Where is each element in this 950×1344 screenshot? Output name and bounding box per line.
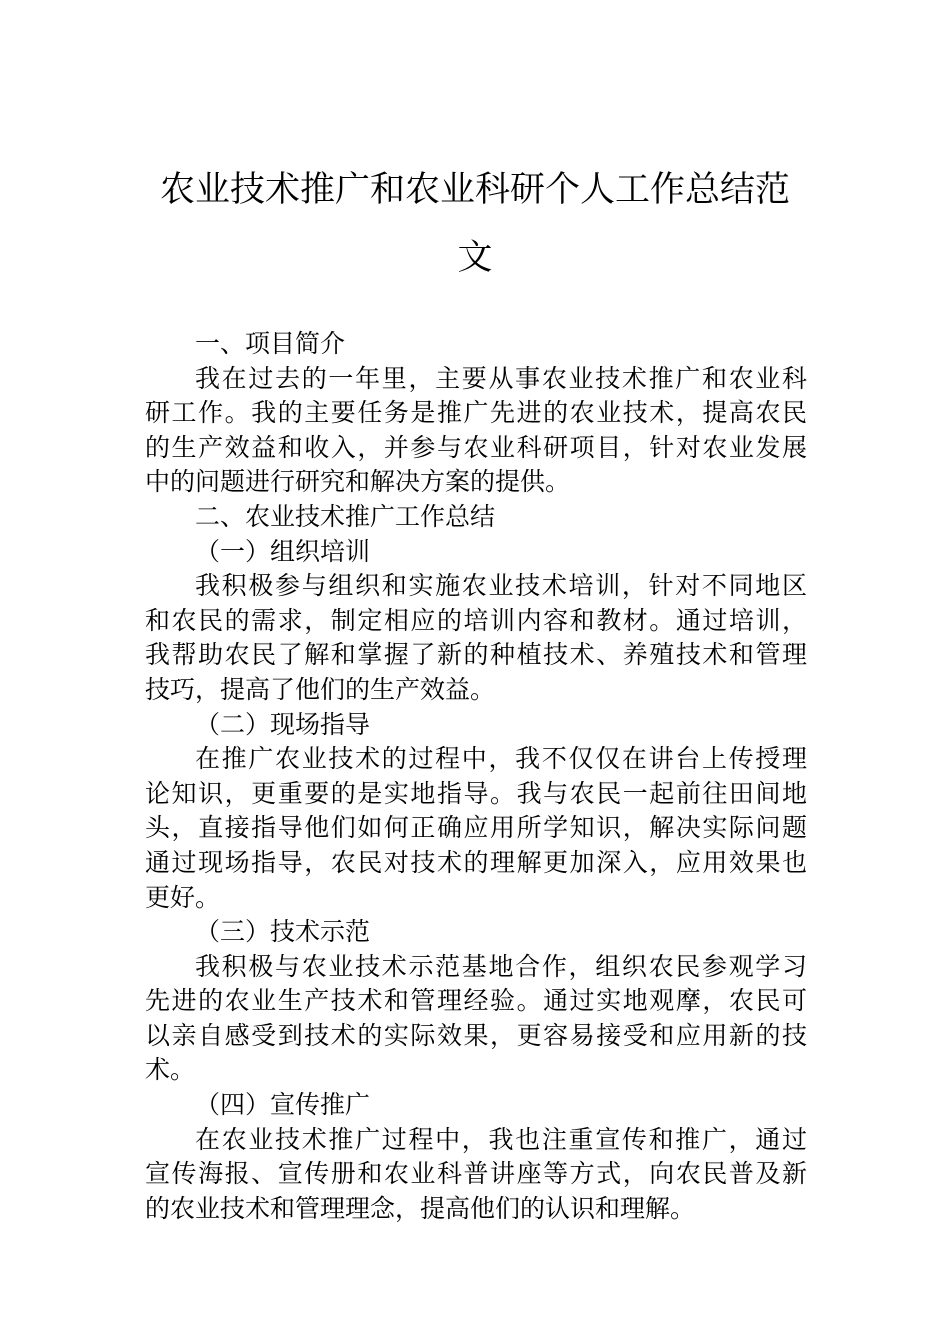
paragraph-line: 研工作。我的主要任务是推广先进的农业技术，提高农民 <box>145 398 807 428</box>
document-title-line-1: 农业技术推广和农业科研个人工作总结范 <box>159 170 790 210</box>
paragraph-line: 头，直接指导他们如何正确应用所学知识，解决实际问题 <box>145 813 807 843</box>
paragraph-line: 在推广农业技术的过程中，我不仅仅在讲台上传授理 <box>195 744 807 774</box>
document-title-line-2: 文 <box>457 238 493 278</box>
paragraph-line: 我帮助农民了解和掌握了新的种植技术、养殖技术和管理 <box>145 640 807 670</box>
paragraph-line: 和农民的需求，制定相应的培训内容和教材。通过培训， <box>145 605 807 635</box>
paragraph-line: 我积极参与组织和实施农业技术培训，针对不同地区 <box>195 571 807 601</box>
paragraph-line: 通过现场指导，农民对技术的理解更加深入，应用效果也 <box>145 847 807 877</box>
paragraph-line: 术。 <box>145 1055 196 1085</box>
section-heading-tech-promotion: 二、农业技术推广工作总结 <box>195 501 496 531</box>
document-body <box>145 327 807 1226</box>
paragraph-line: 论知识，更重要的是实地指导。我与农民一起前往田间地 <box>145 778 807 808</box>
paragraph-line: 宣传海报、宣传册和农业科普讲座等方式，向农民普及新 <box>145 1159 807 1189</box>
paragraph-line: 更好。 <box>145 882 221 912</box>
paragraph-line: 中的问题进行研究和解决方案的提供。 <box>145 467 571 497</box>
paragraph-line: 以亲自感受到技术的实际效果，更容易接受和应用新的技 <box>145 1020 807 1050</box>
paragraph-line: 在农业技术推广过程中，我也注重宣传和推广，通过 <box>195 1124 807 1154</box>
subsection-heading-publicity: （四）宣传推广 <box>195 1090 371 1120</box>
paragraph-line: 我积极与农业技术示范基地合作，组织农民参观学习 <box>195 951 807 981</box>
paragraph-line: 的农业技术和管理理念，提高他们的认识和理解。 <box>145 1193 696 1223</box>
paragraph-line: 的生产效益和收入，并参与农业科研项目，针对农业发展 <box>145 432 807 462</box>
section-heading-project-intro: 一、项目简介 <box>195 329 346 358</box>
paragraph-line: 技巧，提高了他们的生产效益。 <box>145 674 496 704</box>
paragraph-line: 先进的农业生产技术和管理经验。通过实地观摩，农民可 <box>145 986 807 1016</box>
paragraph-line: 我在过去的一年里，主要从事农业技术推广和农业科 <box>195 363 807 393</box>
subsection-heading-tech-demo: （三）技术示范 <box>195 917 371 947</box>
subsection-heading-training: （一）组织培训 <box>195 536 371 566</box>
subsection-heading-field-guidance: （二）现场指导 <box>195 709 371 739</box>
